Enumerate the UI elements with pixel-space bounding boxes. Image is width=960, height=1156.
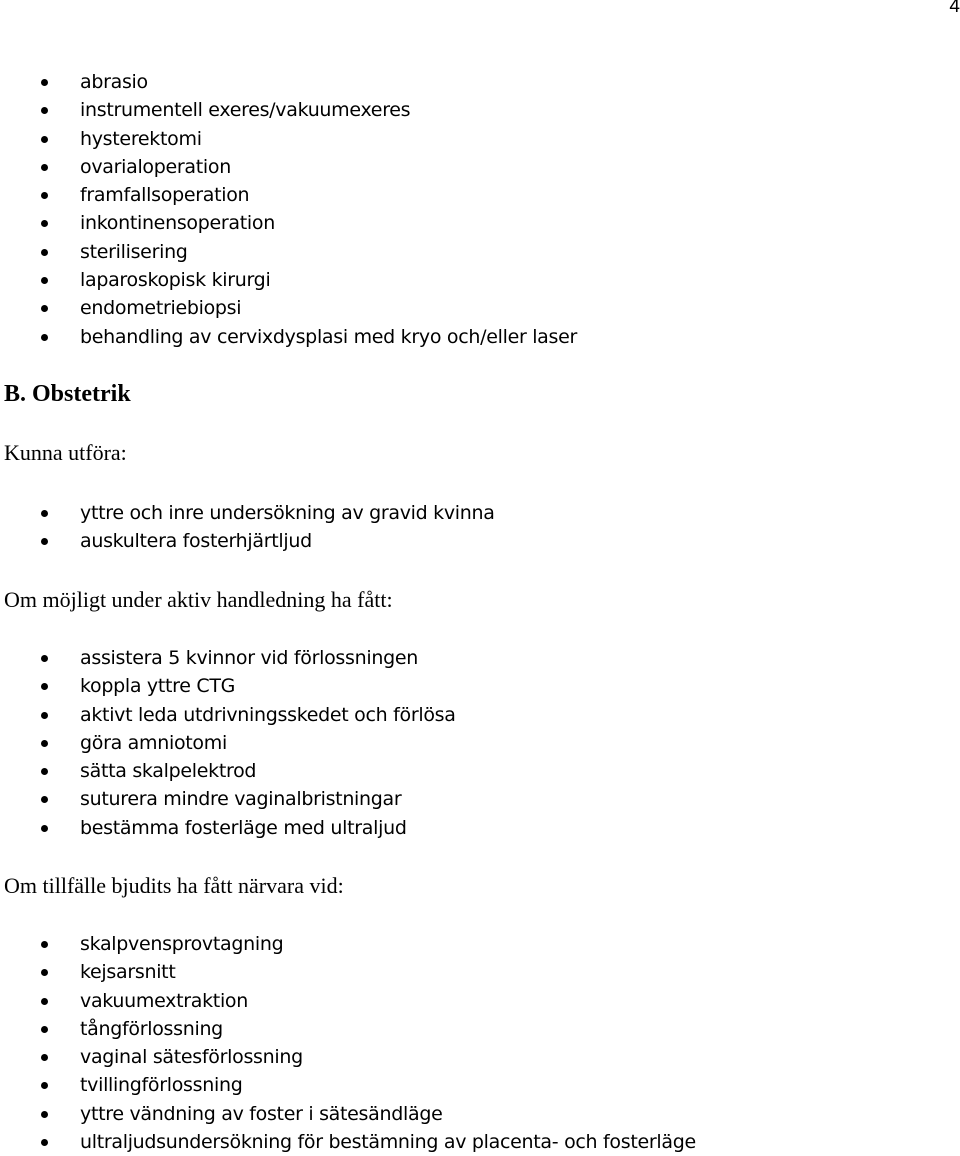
list-item [0, 294, 577, 322]
section-title: B. Obstetrik [4, 381, 131, 407]
list-item-text: auskultera fosterhjärtljud [80, 530, 312, 553]
list-item-text: yttre vändning av foster i sätesändläge [80, 1102, 443, 1125]
list-item-text: bestämma fosterläge med ultraljud [80, 816, 407, 839]
perform-list [0, 499, 495, 556]
list-item [0, 499, 495, 527]
list-item-text: koppla yttre CTG [80, 675, 236, 698]
attended-heading: Om tillfälle bjudits ha fått närvara vid: [4, 873, 344, 898]
list-item-text: ultraljudsundersökning för bestämning av placenta- och fosterläge [80, 1131, 696, 1154]
list-item-text: göra amniotomi [80, 731, 227, 754]
list-item [0, 1043, 696, 1071]
list-item [0, 323, 577, 351]
bullet-icon [41, 79, 48, 86]
list-item-text: tvillingförlossning [80, 1074, 243, 1097]
list-item [0, 1100, 696, 1128]
list-item-text: framfallsoperation [80, 184, 250, 207]
list-item-text: tångförlossning [80, 1017, 223, 1040]
list-item [0, 987, 696, 1015]
list-item-text: behandling av cervixdysplasi med kryo och/eller laser [80, 325, 578, 348]
bullet-icon [41, 1082, 48, 1089]
page-number: 4 [949, 0, 960, 17]
list-item [0, 785, 456, 813]
bullet-icon [41, 825, 48, 832]
list-item-text: abrasio [80, 71, 148, 93]
bullet-icon [41, 1054, 48, 1061]
supervised-heading: Om möjligt under aktiv handledning ha fått: [4, 587, 393, 612]
bullet-icon [41, 1139, 48, 1146]
bullet-icon [41, 1111, 48, 1118]
list-item-text: endometriebiopsi [80, 297, 242, 320]
list-item-text: vaginal sätesförlossning [80, 1046, 303, 1069]
list-item [0, 527, 495, 555]
bullet-icon [41, 164, 48, 171]
list-item [0, 209, 577, 237]
list-item [0, 1015, 696, 1043]
bullet-icon [41, 796, 48, 803]
bullet-icon [41, 969, 48, 976]
list-item [0, 701, 456, 729]
list-item-text: skalpvensprovtagning [80, 933, 284, 955]
list-item-text: ovarialoperation [80, 155, 231, 178]
list-item-text: yttre och inre undersökning av gravid kvinna [80, 502, 495, 524]
bullet-icon [41, 768, 48, 775]
bullet-icon [41, 683, 48, 690]
supervised-list [0, 644, 456, 842]
bullet-icon [41, 305, 48, 312]
list-item [0, 1128, 696, 1156]
list-item [0, 125, 577, 153]
list-item [0, 672, 456, 700]
list-item [0, 181, 577, 209]
list-item-text: aktivt leda utdrivningsskedet och förlösa [80, 703, 456, 726]
list-item [0, 644, 456, 672]
bullet-icon [41, 941, 48, 948]
list-item-text: suturera mindre vaginalbristningar [80, 788, 402, 811]
bullet-icon [41, 277, 48, 284]
attended-list [0, 930, 696, 1156]
list-item [0, 1071, 696, 1099]
list-item-text: assistera 5 kvinnor vid förlossningen [80, 647, 418, 669]
list-item-text: inkontinensoperation [80, 212, 275, 235]
list-item [0, 930, 696, 958]
list-item [0, 814, 456, 842]
bullet-icon [41, 538, 48, 545]
bullet-icon [41, 249, 48, 256]
bullet-icon [41, 136, 48, 143]
bullet-icon [41, 334, 48, 341]
list-item [0, 68, 577, 96]
list-item [0, 96, 577, 124]
list-item [0, 238, 577, 266]
list-item [0, 729, 456, 757]
list-item-text: laparoskopisk kirurgi [80, 269, 271, 292]
list-item-text: sätta skalpelektrod [80, 760, 257, 783]
bullet-icon [41, 107, 48, 114]
bullet-icon [41, 192, 48, 199]
list-item [0, 153, 577, 181]
bullet-icon [41, 1026, 48, 1033]
list-item-text: instrumentell exeres/vakuumexeres [80, 99, 411, 122]
list-item-text: kejsarsnitt [80, 961, 176, 984]
list-item [0, 958, 696, 986]
bullet-icon [41, 712, 48, 719]
perform-heading: Kunna utföra: [4, 440, 127, 465]
bullet-icon [41, 220, 48, 227]
bullet-icon [41, 740, 48, 747]
list-item-text: sterilisering [80, 240, 188, 263]
list-item [0, 266, 577, 294]
bullet-icon [41, 510, 48, 517]
list-item-text: hysterektomi [80, 127, 202, 150]
list-item-text: vakuumextraktion [80, 989, 248, 1012]
bullet-icon [41, 655, 48, 662]
list-item [0, 757, 456, 785]
bullet-icon [41, 998, 48, 1005]
gynecology-procedure-list [0, 68, 577, 351]
